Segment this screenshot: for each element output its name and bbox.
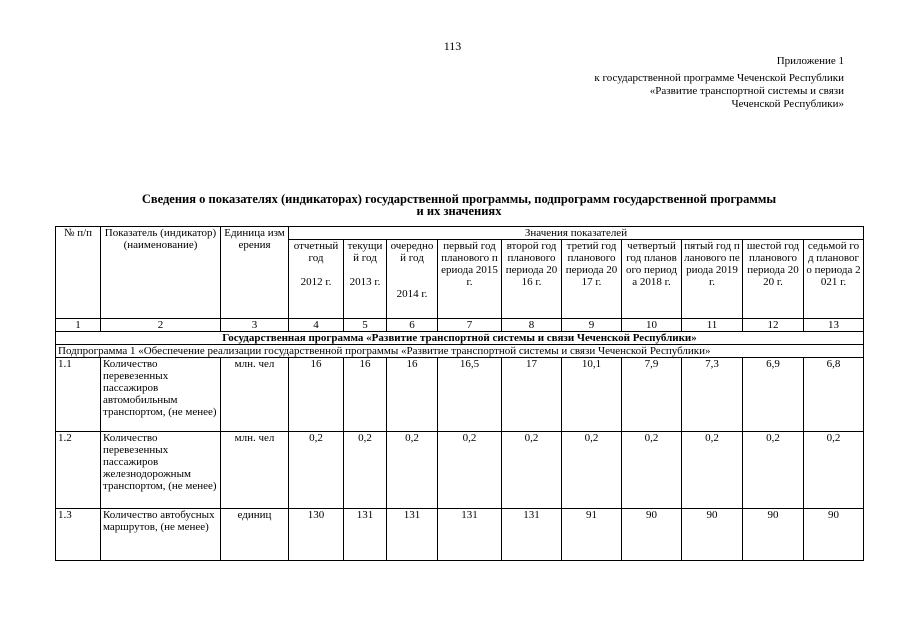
subprogram-title-row (56, 345, 864, 358)
header-values-group: Значения показателей (289, 227, 864, 240)
row-unit: млн. чел (221, 358, 289, 432)
row-unit: единиц (221, 509, 289, 561)
row-unit: млн. чел (221, 432, 289, 509)
row-value: 7,9 (622, 358, 682, 432)
appendix-line-1: Приложение 1 (776, 55, 844, 67)
header-unit: Единица измерения (221, 227, 289, 319)
column-number: 3 (221, 319, 289, 332)
row-value: 0,2 (743, 432, 804, 509)
row-value: 0,2 (804, 432, 864, 509)
row-indicator: Количество перевезенных пассажиров железнодорожным транспортом, (не менее) (101, 432, 221, 509)
header-year-2012-label: отчетный год (293, 240, 339, 264)
row-value: 10,1 (562, 358, 622, 432)
header-num: № п/п (56, 227, 101, 319)
column-number: 8 (502, 319, 562, 332)
row-value: 0,2 (438, 432, 502, 509)
row-value: 0,2 (344, 432, 387, 509)
document-title-line-2: и их значениях (416, 204, 502, 218)
indicators-table (55, 226, 864, 561)
header-year-2013 (344, 240, 387, 319)
row-value: 90 (804, 509, 864, 561)
header-year-2013-label: текущий год (347, 240, 383, 264)
page-number: 113 (443, 39, 462, 53)
header-year-2016: второй год планового периода 2016 г. (502, 240, 562, 319)
row-value: 17 (502, 358, 562, 432)
row-value: 16 (344, 358, 387, 432)
table-row (56, 509, 864, 561)
row-value: 0,2 (387, 432, 438, 509)
program-title: Государственная программа «Развитие транспортной системы и связи Чеченской Республики» (56, 332, 864, 345)
header-year-2019: пятый год планового периода 2019 г. (682, 240, 743, 319)
appendix-line-4: Чеченской Республики» (731, 98, 844, 110)
row-num: 1.2 (56, 432, 101, 509)
header-year-2017: третий год планового периода 2017 г. (562, 240, 622, 319)
row-value: 16,5 (438, 358, 502, 432)
row-value: 0,2 (502, 432, 562, 509)
row-value: 16 (387, 358, 438, 432)
row-value: 131 (502, 509, 562, 561)
column-number: 13 (804, 319, 864, 332)
row-value: 16 (289, 358, 344, 432)
row-value: 0,2 (682, 432, 743, 509)
row-indicator: Количество перевезенных пассажиров автомобильным транспортом, (не менее) (101, 358, 221, 432)
column-number: 4 (289, 319, 344, 332)
header-year-2012-value: 2012 г. (300, 276, 332, 288)
row-value: 130 (289, 509, 344, 561)
subprogram-title: Подпрограмма 1 «Обеспечение реализации государственной программы «Развитие транспортной системы и связи Чеченской Республики» (56, 345, 864, 358)
column-number: 2 (101, 319, 221, 332)
row-value: 0,2 (289, 432, 344, 509)
header-year-2021: седьмой год планового периода 2021 г. (804, 240, 864, 319)
row-value: 0,2 (622, 432, 682, 509)
table-row (56, 432, 864, 509)
row-value: 90 (682, 509, 743, 561)
row-value: 91 (562, 509, 622, 561)
row-value: 90 (743, 509, 804, 561)
row-indicator: Количество автобусных маршрутов, (не менее) (101, 509, 221, 561)
header-year-2013-value: 2013 г. (349, 276, 381, 288)
row-value: 6,9 (743, 358, 804, 432)
row-value: 0,2 (562, 432, 622, 509)
column-number: 7 (438, 319, 502, 332)
header-indicator: Показатель (индикатор) (наименование) (101, 227, 221, 319)
column-number-row (56, 319, 864, 332)
header-row-group (56, 227, 864, 240)
row-num: 1.1 (56, 358, 101, 432)
row-value: 6,8 (804, 358, 864, 432)
header-year-2014-label: очередной год (390, 240, 434, 264)
column-number: 12 (743, 319, 804, 332)
column-number: 5 (344, 319, 387, 332)
row-num: 1.3 (56, 509, 101, 561)
document-title-line-1: Сведения о показателях (индикаторах) государственной программы, подпрограмм государственной программы (141, 192, 777, 206)
row-value: 131 (387, 509, 438, 561)
header-year-2014-value: 2014 г. (396, 288, 428, 300)
header-year-2015: первый год планового периода 2015 г. (438, 240, 502, 319)
row-value: 131 (438, 509, 502, 561)
appendix-caption (594, 55, 844, 111)
row-value: 7,3 (682, 358, 743, 432)
column-number: 1 (56, 319, 101, 332)
table-row (56, 358, 864, 432)
appendix-line-3: «Развитие транспортной системы и связи (649, 85, 844, 97)
header-year-2014 (387, 240, 438, 319)
column-number: 10 (622, 319, 682, 332)
header-year-2012 (289, 240, 344, 319)
program-title-row (56, 332, 864, 345)
appendix-line-2: к государственной программе Чеченской Республики (594, 72, 844, 84)
column-number: 6 (387, 319, 438, 332)
document-title (55, 193, 863, 217)
column-number: 9 (562, 319, 622, 332)
row-value: 131 (344, 509, 387, 561)
header-year-2018: четвертый год планового периода 2018 г. (622, 240, 682, 319)
header-year-2020: шестой год планового периода 2020 г. (743, 240, 804, 319)
column-number: 11 (682, 319, 743, 332)
row-value: 90 (622, 509, 682, 561)
